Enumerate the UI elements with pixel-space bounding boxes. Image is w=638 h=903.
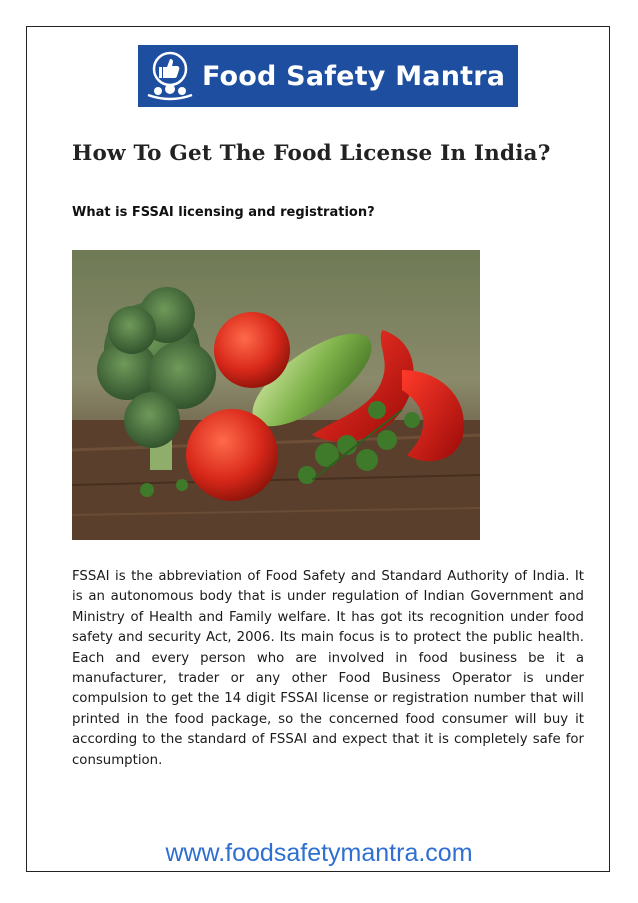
section-heading: What is FSSAI licensing and registration? [72,205,375,220]
thumbs-up-food-icon [138,45,202,107]
vegetables-photo [72,250,480,540]
brand-logo [138,45,518,107]
brand-name: Food Safety Mantra [202,60,506,92]
page-title: How To Get The Food License In India? [72,141,551,166]
article-body: FSSAI is the abbreviation of Food Safety and Standard Authority of India. It is an autonomous body that is under regulation of Indian Government and Ministry of Health and Family welfare. It has got its recognition under food safety and security Act, 2006. Its main focus is to protect the public health. Each and every person who are involved in food business be it a manufacturer, trader or any other Food Business Operator is under compulsion to get the 14 digit FSSAI license or registration number that will printed in the food package, so the concerned food consumer will buy it according to the standard of FSSAI and expect that it is completely safe for consumption. [72,569,584,768]
website-url[interactable]: www.foodsafetymantra.com [165,839,473,867]
